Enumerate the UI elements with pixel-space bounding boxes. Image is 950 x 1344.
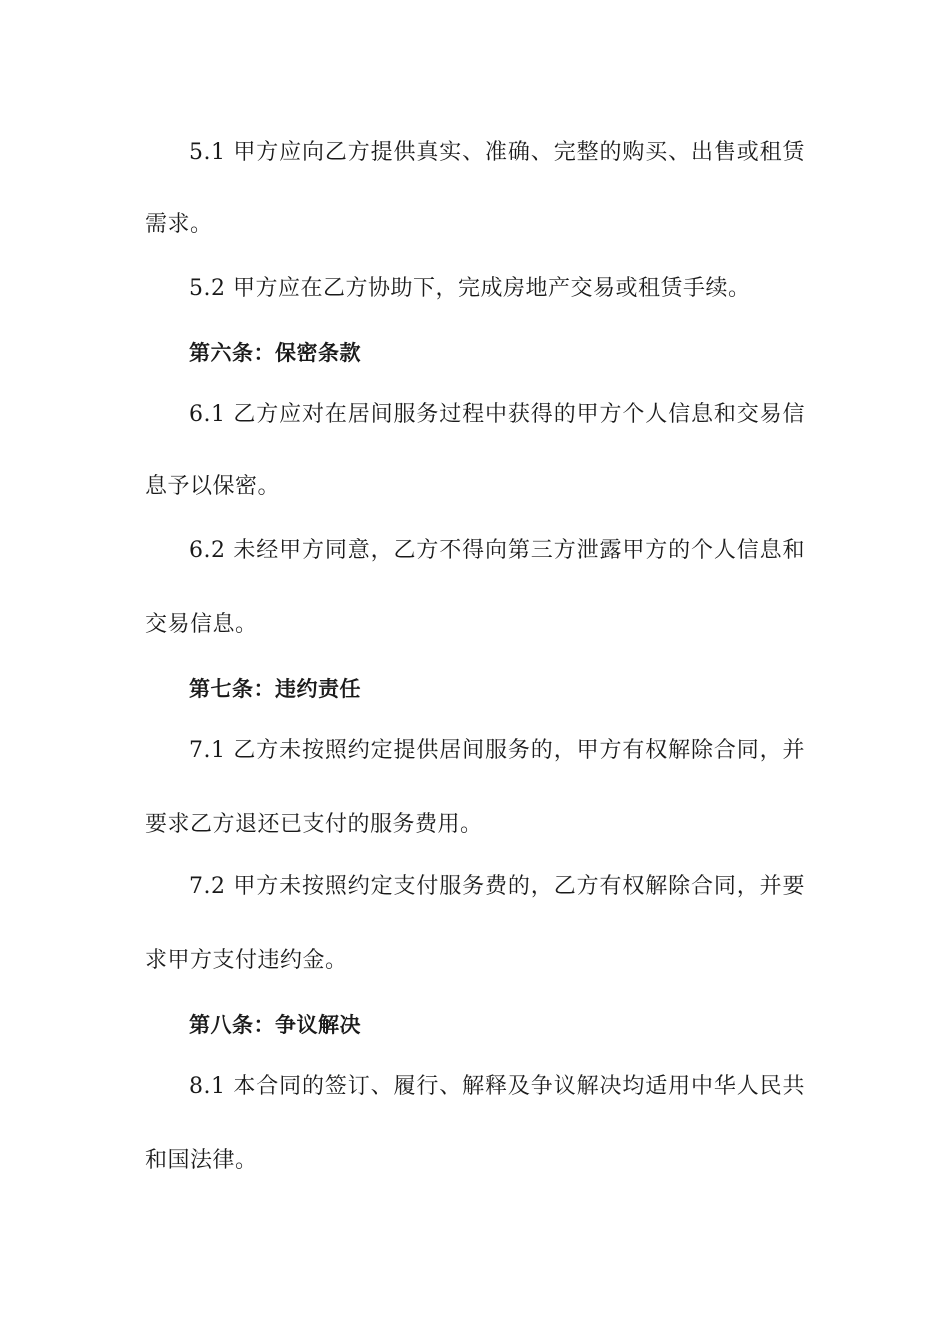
clause-8-1-line-1: 8.1 本合同的签订、履行、解释及争议解决均适用中华人民共	[189, 1074, 805, 1099]
clause-8-1-line-2: 和国法律。	[145, 1148, 258, 1173]
clause-7-1-line-1: 7.1 乙方未按照约定提供居间服务的，甲方有权解除合同，并	[189, 738, 805, 763]
clause-7-1-line-2: 要求乙方退还已支付的服务费用。	[145, 812, 483, 837]
clause-7-2-line-2: 求甲方支付违约金。	[145, 948, 348, 973]
clause-7-2-line-1: 7.2 甲方未按照约定支付服务费的，乙方有权解除合同，并要	[189, 874, 805, 899]
clause-6-2-line-2: 交易信息。	[145, 612, 258, 637]
article-8-heading: 第八条：争议解决	[189, 1013, 361, 1037]
clause-6-2-line-1: 6.2 未经甲方同意，乙方不得向第三方泄露甲方的个人信息和	[189, 538, 805, 563]
clause-5-1-line-2: 需求。	[145, 212, 213, 237]
clause-6-1-line-1: 6.1 乙方应对在居间服务过程中获得的甲方个人信息和交易信	[189, 402, 805, 427]
article-6-heading: 第六条：保密条款	[189, 341, 361, 365]
clause-5-2-line-1: 5.2 甲方应在乙方协助下，完成房地产交易或租赁手续。	[189, 276, 751, 301]
clause-6-1-line-2: 息予以保密。	[145, 474, 281, 499]
article-7-heading: 第七条：违约责任	[189, 677, 361, 701]
clause-5-1-line-1: 5.1 甲方应向乙方提供真实、准确、完整的购买、出售或租赁	[189, 140, 805, 165]
